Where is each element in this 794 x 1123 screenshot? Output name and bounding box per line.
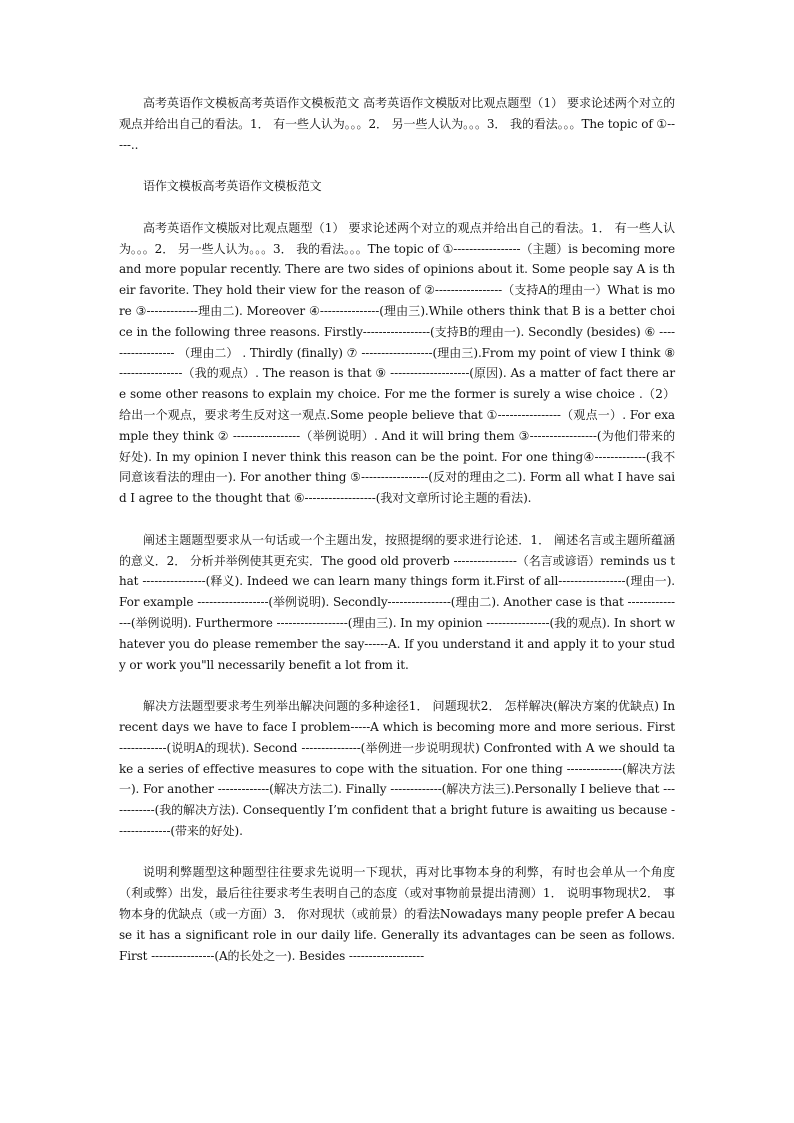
paragraph-pros-cons: 说明利弊题型这种题型往往要求先说明一下现状，再对比事物本身的利弊，有时也会单从一个角度（利或弊）出发，最后往往要求考生表明自己的态度（或对事物前景提出清测）1． 说明事物现状2． 事物本身的优缺点（或一方面）3． 你对现状（或前景）的看法Nowadays many people prefer A because it has a significant role in our daily life. Generally its advantages can be seen as follows. First ----------------(A的长处之一). Besides ------------------- (119, 865, 675, 963)
paragraph-gap (119, 509, 675, 530)
paragraph-gap (119, 842, 675, 863)
paragraph-gap (119, 155, 675, 176)
document-page (119, 93, 675, 966)
paragraph-theme-exposition: 阐述主题题型要求从一句话或一个主题出发，按照提纲的要求进行论述．1． 阐述名言或主题所蕴涵的意义．2． 分析并举例使其更充实．The good old proverb ----------------（名言或谚语）reminds us that ----------------(释义). Indeed we can learn many things form it.First of all-----------------(理由一). For example ------------------(举例说明). Secondly----------------(理由二). Another case is that ---------------(举例说明). Furthermore ------------------(理由三). In my opinion ----------------(我的观点). In short whatever you do please remember the say------A. If you understand it and apply it to your study or work you"ll necessarily benefit a lot from it. (119, 532, 675, 672)
paragraph-subtitle: 语作文模板高考英语作文模板范文 (143, 179, 322, 194)
paragraph-gap (119, 675, 675, 696)
paragraph-solutions: 解决方法题型要求考生列举出解决问题的多种途径1． 问题现状2． 怎样解决(解决方案的优缺点) In recent days we have to face I problem-----A which is becoming more and more serious. First ------------(说明A的现状). Second ---------------(举例进一步说明现状) Confronted with A we should take a series of effective measures to cope with the situation. For one thing --------------(解决方法一). For another -------------(解决方法二). Finally -------------(解决方法三).Personally I believe that ------------(我的解决方法). Consequently I’m confident that a bright future is awaiting us because --------------(带来的好处). (119, 699, 675, 838)
paragraph-contrast-views: 高考英语作文模版对比观点题型（1） 要求论述两个对立的观点并给出自己的看法。1． 有一些人认为。。。2． 另一些人认为。。。3． 我的看法。。。The topic of ①-----------------（主题）is becoming more and more popular recently. There are two sides of opinions about it. Some people say A is their favorite. They hold their view for the reason of ②-----------------（支持A的理由一）What is more ③-------------理由二). Moreover ④---------------(理由三).While others think that B is a better choice in the following three reasons. Firstly-----------------(支持B的理由一). Secondly (besides) ⑥ ------------------ （理由二） . Thirdly (finally) ⑦ ------------------(理由三).From my point of view I think ⑧----------------（我的观点）. The reason is that ⑨ --------------------(原因). As a matter of fact there are some other reasons to explain my choice. For me the former is surely a wise choice .（2） 给出一个观点，要求考生反对这一观点.Some people believe that ①----------------（观点一）. For example they think ② -----------------（举例说明）. And it will bring them ③-----------------(为他们带来的好处). In my opinion I never think this reason can be the point. For one thing④-------------(我不同意该看法的理由一). For another thing ⑤-----------------(反对的理由之二). Form all what I have said I agree to the thought that ⑥------------------(我对文章所讨论主题的看法). (119, 220, 675, 506)
paragraph-gap (119, 197, 675, 218)
paragraph-intro: 高考英语作文模板高考英语作文模板范文 高考英语作文模版对比观点题型（1） 要求论述两个对立的观点并给出自己的看法。1． 有一些人认为。。。2． 另一些人认为。。。3． 我的看法。。。The topic of ①-----.. (119, 96, 675, 152)
